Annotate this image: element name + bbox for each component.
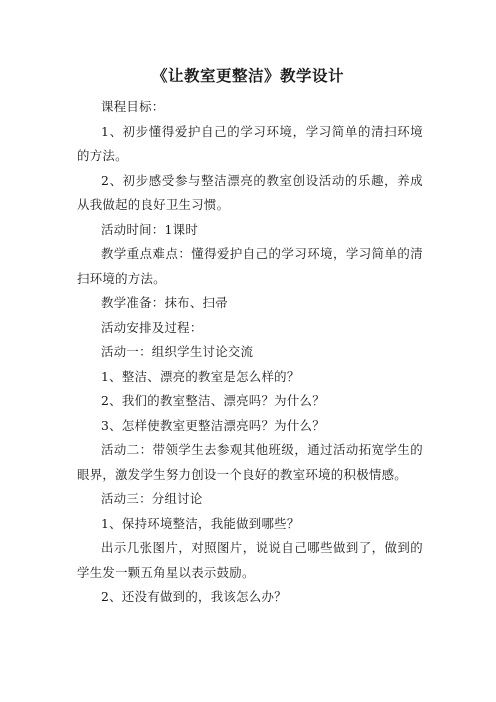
paragraph-goal-2: 2、初步感受参与整洁漂亮的教室创设活动的乐趣，养成从我做起的良好卫生习惯。 [77, 172, 423, 212]
document-body [77, 95, 423, 610]
paragraph-activity-time: 活动时间：1课时 [101, 221, 199, 237]
paragraph-activity-2: 活动二：带领学生去参观其他班级，通过活动拓宽学生的眼界，激发学生努力创设一个良好的教室环境的积极情感。 [77, 442, 423, 482]
paragraph-question-1: 1、整洁、漂亮的教室是怎么样的？ [101, 368, 300, 384]
paragraph-activity-3: 活动三：分组讨论 [101, 491, 203, 506]
paragraph-key-points: 教学重点难点：懂得爱护自己的学习环境，学习简单的清扫环境的方法。 [77, 246, 423, 286]
paragraph-process-heading: 活动安排及过程： [101, 319, 203, 335]
paragraph-pictures: 出示几张图片，对照图片，说说自己哪些做到了，做到的学生发一颗五角星以表示鼓励。 [77, 540, 423, 580]
paragraph-discussion-1: 1、保持环境整洁，我能做到哪些？ [101, 515, 300, 531]
paragraph-goal-1: 1、初步懂得爱护自己的学习环境，学习简单的清扫环境的方法。 [77, 123, 423, 163]
paragraph-activity-1: 活动一：组织学生讨论交流 [101, 344, 254, 359]
paragraph-discussion-2: 2、还没有做到的，我该怎么办？ [101, 589, 287, 604]
paragraph-question-2: 2、我们的教室整洁、漂亮吗？为什么？ [101, 393, 325, 408]
paragraph-preparation: 教学准备：抹布、扫帚 [101, 295, 228, 310]
paragraph-course-goals-heading: 课程目标： [101, 99, 165, 114]
document-title: 《让教室更整洁》教学设计 [151, 66, 344, 85]
paragraph-question-3: 3、怎样使教室更整洁漂亮吗？为什么？ [101, 417, 325, 433]
